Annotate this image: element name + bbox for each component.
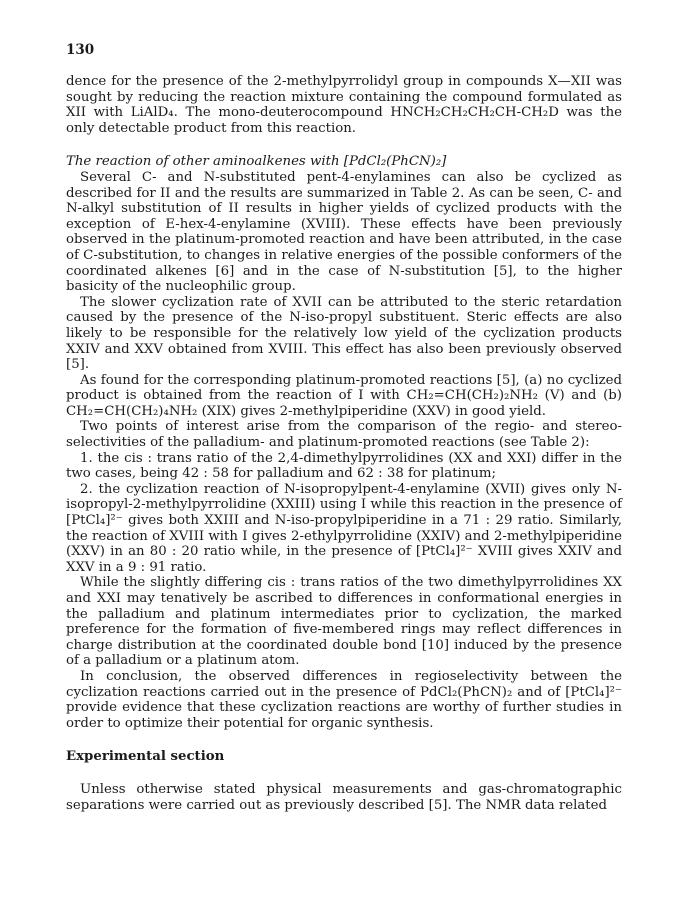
reaction-point-1: 1. the cis : trans ratio of the 2,4-dimethylpyrrolidines (XX and XXI) differ in the two cases, being 42 : 58 for palladium and 62 : 38 for platinum; (66, 450, 622, 482)
reaction-paragraph-2: The slower cyclization rate of XVII can be attributed to the steric retardation caused by the presence of the N-iso-propyl substituent. Steric effects are also likely to be responsible for the relatively low yield of the cyclization products XXIV and XXV obtained from XVIII. This effect has also been previously observed [5]. (66, 294, 622, 373)
experimental-section-heading: Experimental section (66, 749, 225, 765)
intro-paragraph: dence for the presence of the 2-methylpyrrolidyl group in compounds X—XII was sought by reducing the reaction mixture containing the compound formulated as XII with LiAlD₄. The mono-deuterocompound HNCH₂CH₂CH₂CH-CH₂D was the only detectable product from this reaction. (66, 74, 622, 136)
reaction-paragraph-1: Several C- and N-substituted pent-4-enylamines can also be cyclized as described for II and the results are summarized in Table 2. As can be seen, C- and N-alkyl substitution of II results in higher yields of cyclized products with the exception of E-hex-4-enylamine (XVIII). These effects have been previously observed in the platinum-promoted reaction and have been attributed, in the case of C-substitution, to changes in relative energies of the possible conformers of the coordinated alkenes [6] and in the case of N-substitution [5], to the higher basicity of the nucleophilic group. (66, 169, 622, 295)
reaction-paragraph-5: While the slightly differing cis : trans ratios of the two dimethylpyrrolidines XX and XXI may tenatively be ascribed to differences in conformational energies in the palladium and platinum intermediates prior to cyclization, the marked preference for the formation of five-membered rings may reflect differences in charge distribution at the coordinated double bond [10] induced by the presence of a palladium or a platinum atom. (66, 575, 622, 669)
experimental-paragraph: Unless otherwise stated physical measurements and gas-chromatographic separations were carried out as previously described [5]. The NMR data related (66, 781, 622, 813)
reaction-point-2: 2. the cyclization reaction of N-isopropylpent-4-enylamine (XVII) gives only N-isopropyl-2-methylpyrrolidine (XXIII) using I while this reaction in the presence of [PtCl₄]²⁻ gives both XXIII and N-iso-propylpiperidine in a 71 : 29 ratio. Similarly, the reaction of XVIII with I gives 2-ethylpyrrolidine (XXIV) and 2-methylpiperidine (XXV) in an 80 : 20 ratio while, in the presence of [PtCl₄]²⁻ XVIII gives XXIV and XXV in a 9 : 91 ratio. (66, 481, 622, 575)
page-number: 130 (66, 42, 95, 58)
reaction-paragraph-3: As found for the corresponding platinum-promoted reactions [5], (a) no cyclized product is obtained from the reaction of I with CH₂=CH(CH₂)₂NH₂ (V) and (b) CH₂=CH(CH₂)₄NH₂ (XIX) gives 2-methylpiperidine (XXV) in good yield. (66, 372, 622, 419)
page-body (66, 74, 622, 813)
conclusion-paragraph: In conclusion, the observed differences in regioselectivity between the cyclization reactions carried out in the presence of PdCl₂(PhCN)₂ and of [PtCl₄]²⁻ provide evidence that these cyclization reactions are worthy of further studies in order to optimize their potential for organic synthesis. (66, 668, 622, 731)
reaction-section-heading: The reaction of other aminoalkenes with [PdCl₂(PhCN)₂] (66, 154, 447, 170)
reaction-paragraph-4: Two points of interest arise from the comparison of the regio- and stereo-selectivities of the palladium- and platinum-promoted reactions (see Table 2): (66, 419, 622, 451)
